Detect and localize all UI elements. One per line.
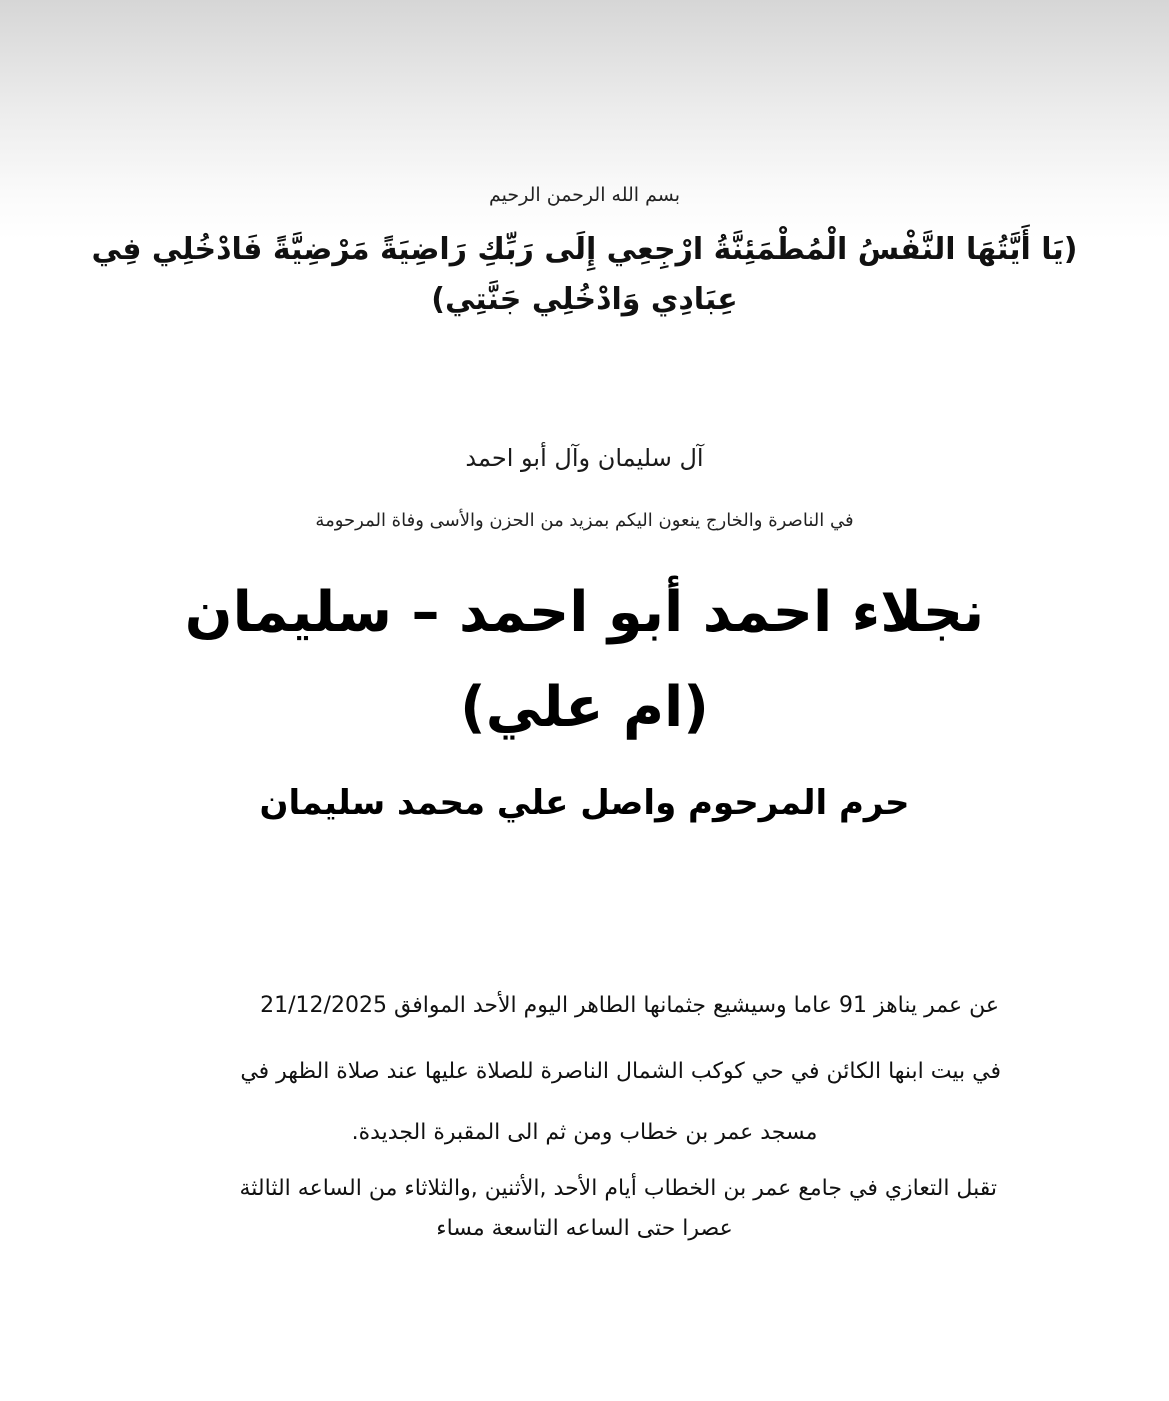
basmala-text: بسم الله الرحمن الرحيم xyxy=(489,184,680,206)
details-line-age-funeral: عن عمر يناهز 91 عاما وسيشيع جثمانها الطاهر اليوم الأحد الموافق 21/12/2025 xyxy=(260,993,999,1018)
details-line-prayer-location: في بيت ابنها الكائن في حي كوكب الشمال الناصرة للصلاة عليها عند صلاة الظهر في xyxy=(240,1059,1001,1084)
quran-verse-line-1: (يَا أَيَّتُهَا النَّفْسُ الْمُطْمَئِنَّةُ ارْجِعِي إِلَى رَبِّكِ رَاضِيَةً مَرْضِيَّةً فَادْخُلِي فِي xyxy=(91,232,1078,267)
details-line-condolences: تقبل التعازي في جامع عمر بن الخطاب أيام الأحد ,الأثنين ,والثلاثاء من الساعه الثالثة xyxy=(239,1176,997,1201)
spouse-line: حرم المرحوم واصل علي محمد سليمان xyxy=(259,783,910,823)
families-heading: آل سليمان وآل أبو احمد xyxy=(465,444,704,472)
deceased-nickname: (ام علي) xyxy=(460,675,709,740)
deceased-name: نجلاء احمد أبو احمد – سليمان xyxy=(184,580,985,645)
announcement-text: في الناصرة والخارج ينعون اليكم بمزيد من الحزن والأسى وفاة المرحومة xyxy=(315,510,854,531)
details-line-condolence-hours: عصرا حتى الساعه التاسعة مساء xyxy=(436,1216,733,1241)
details-line-mosque-cemetery: مسجد عمر بن خطاب ومن ثم الى المقبرة الجديدة. xyxy=(351,1120,818,1145)
quran-verse-line-2: عِبَادِي وَادْخُلِي جَنَّتِي) xyxy=(431,282,738,317)
